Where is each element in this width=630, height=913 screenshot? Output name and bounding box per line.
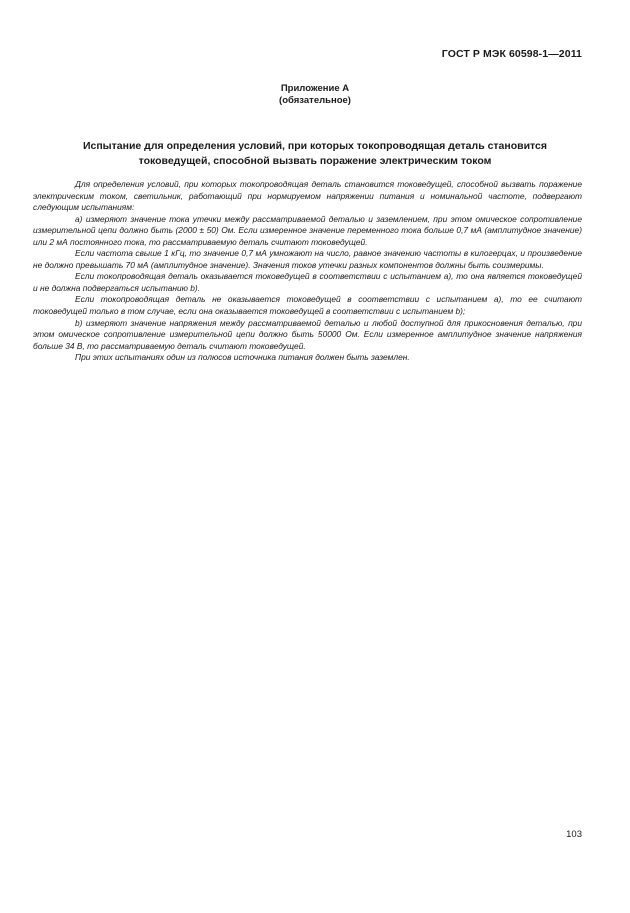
paragraph: b) измеряют значение напряжения между рассматриваемой деталью и любой доступной для прикосновения деталью, при этом омическое сопротивление измерительной цепи должно быть 50000 Ом. Если измеренное амплитудное значение напряжения больше 34 В, то рассматриваемую деталь считают токоведущей. <box>33 317 582 351</box>
paragraph: Если токопроводящая деталь оказывается токоведущей в соответствии с испытанием а), то она является токоведущей и не должна подвергаться испытанию b). <box>33 271 582 293</box>
annex-title <box>40 139 590 169</box>
annex-body <box>33 179 582 364</box>
page-number: 103 <box>566 829 582 840</box>
annex-title-line-1: Испытание для определения условий, при которых токопроводящая деталь становится <box>82 140 548 152</box>
paragraph: Если токопроводящая деталь не оказывается токоведущей в соответствии с испытанием а), то ее считают токоведущей только в том случае, если она оказывается токоведущей в соответствии с испытанием b); <box>33 294 582 317</box>
annex-heading <box>0 83 630 107</box>
paragraph: а) измеряют значение тока утечки между рассматриваемой деталью и заземлением, при этом омическое сопротивление измерительной цепи должно быть (2000 ± 50) Ом. Если измеренное значение переменного тока больше 0,7 мА (амплитудное значение) или 2 мА постоянного тока, то рассматриваемую деталь считают токоведущей. <box>33 213 582 247</box>
annex-label: Приложение А <box>280 83 350 94</box>
paragraph: При этих испытаниях один из полюсов источника питания должен быть заземлен. <box>75 352 410 363</box>
annex-status: (обязательное) <box>279 95 351 106</box>
paragraph: Для определения условий, при которых токопроводящая деталь становится токоведущей, способной вызвать поражение электрическим током, светильник, работающий при нормируемом напряжении питания и номинальной частоте, подвергают следующим испытаниям: <box>33 179 582 213</box>
paragraph: Если частота свыше 1 кГц, то значение 0,7 мА умножают на число, равное значению частоты в килогерцах, и произведение не должно превышать 70 мА (амплитудное значение). Значения токов утечки разных компонентов должны быть соизмеримы. <box>33 248 582 270</box>
document-code: ГОСТ Р МЭК 60598-1—2011 <box>441 48 582 60</box>
annex-title-line-2: токоведущей, способной вызвать поражение электрическим током <box>138 155 492 167</box>
